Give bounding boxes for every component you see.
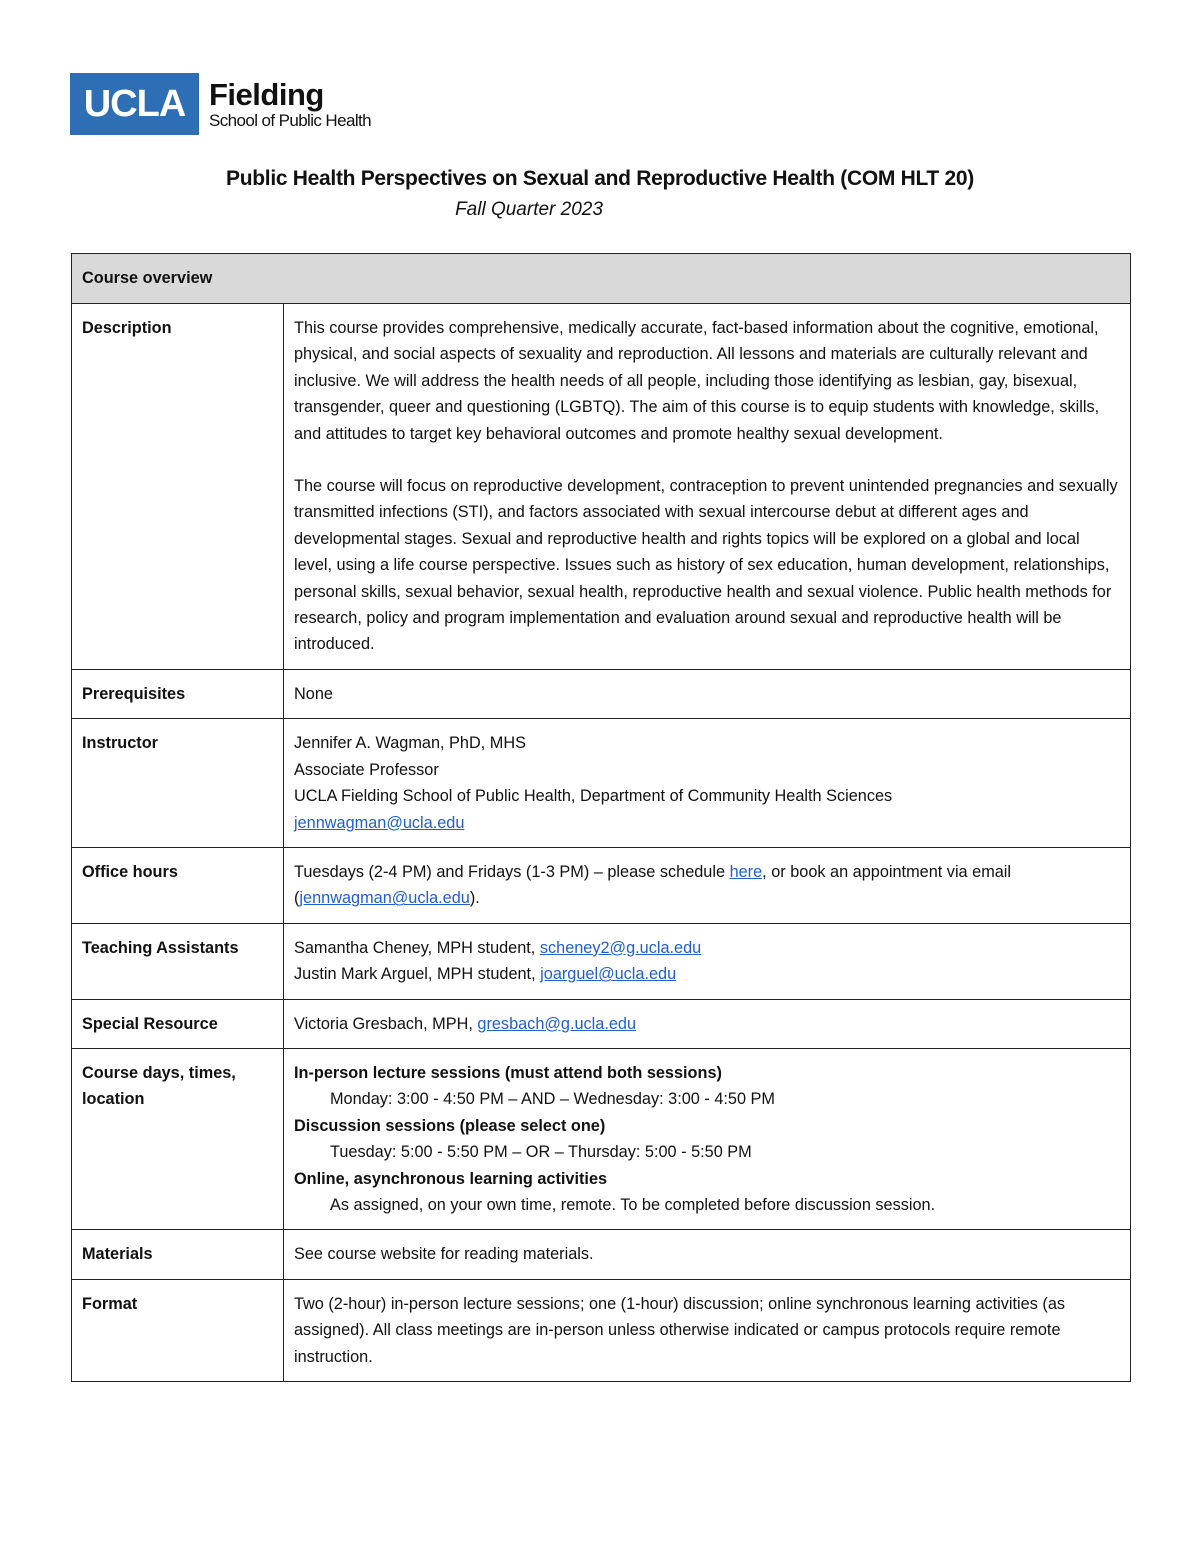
row-prerequisites (72, 669, 1131, 718)
ta1-name: Samantha Cheney, MPH student, (294, 938, 540, 957)
special-name: Victoria Gresbach, MPH, (294, 1014, 478, 1033)
office-hours-text: ). (469, 889, 480, 908)
row-label: Format (72, 1279, 284, 1381)
document-title: Public Health Perspectives on Sexual and Reproductive Health (COM HLT 20) (226, 167, 974, 190)
office-hours-text: , or book an appointment via email ( (294, 862, 1012, 908)
row-label: Special Resource (72, 999, 284, 1048)
schedule-line: Monday: 3:00 - 4:50 PM – AND – Wednesday: 3:00 - 4:50 PM (330, 1090, 775, 1109)
schedule-line: Tuesday: 5:00 - 5:50 PM – OR – Thursday: 5:00 - 5:50 PM (330, 1143, 752, 1162)
prerequisites-value: None (284, 669, 1131, 718)
schedule-line: As assigned, on your own time, remote. To be completed before discussion session. (330, 1195, 936, 1214)
instructor-email-link[interactable]: jennwagman@ucla.edu (294, 813, 465, 832)
row-label: Prerequisites (72, 669, 284, 718)
schedule-here-link[interactable]: here (729, 862, 763, 881)
schedule-heading: In-person lecture sessions (must attend both sessions) (294, 1063, 722, 1082)
special-email-link[interactable]: gresbach@g.ucla.edu (477, 1014, 637, 1033)
logo-fielding: Fielding (209, 77, 324, 112)
schedule-heading: Online, asynchronous learning activities (294, 1169, 608, 1188)
schedule-heading: Discussion sessions (please select one) (294, 1116, 606, 1135)
materials-value: See course website for reading materials. (284, 1230, 1131, 1279)
row-label: Office hours (72, 847, 284, 923)
ucla-fielding-logo (70, 73, 371, 135)
row-special-resource (72, 999, 1131, 1048)
ta2-name: Justin Mark Arguel, MPH student, (294, 965, 541, 984)
row-office-hours (72, 847, 1131, 923)
description-p1: This course provides comprehensive, medically accurate, fact-based information about the cognitive, emotional, physical, and social aspects of sexuality and reproduction. All lessons and materials are culturally relevant and inclusive. We will address the health needs of all people, including those identifying as lesbian, gay, bisexual, transgender, queer and questioning (LGBTQ). The aim of this course is to equip students with knowledge, skills, and attitudes to target key behavioral outcomes and promote healthy sexual development. (294, 319, 1100, 443)
row-label: Teaching Assistants (72, 923, 284, 999)
document-subtitle: Fall Quarter 2023 (455, 199, 603, 220)
row-label: Instructor (72, 719, 284, 848)
row-instructor (72, 719, 1131, 848)
instructor-title: Associate Professor (294, 760, 439, 779)
row-description (72, 304, 1131, 670)
row-materials (72, 1230, 1131, 1279)
row-label: Materials (72, 1230, 284, 1279)
row-schedule (72, 1048, 1131, 1229)
format-value: Two (2-hour) in-person lecture sessions; one (1-hour) discussion; online synchronous learning activities (as assigned). All class meetings are in-person unless otherwise indicated or campus protocols require remote instruction. (284, 1279, 1131, 1381)
ta2-email-link[interactable]: joarguel@ucla.edu (540, 965, 677, 984)
office-email-link[interactable]: jennwagman@ucla.edu (299, 889, 470, 908)
instructor-dept: UCLA Fielding School of Public Health, Department of Community Health Sciences (294, 787, 893, 806)
row-teaching-assistants (72, 923, 1131, 999)
instructor-name: Jennifer A. Wagman, PhD, MHS (294, 734, 526, 753)
office-hours-text: Tuesdays (2-4 PM) and Fridays (1-3 PM) – please schedule (294, 862, 730, 881)
course-overview-table (71, 253, 1131, 1382)
table-header: Course overview (72, 254, 1131, 304)
row-format (72, 1279, 1131, 1381)
ta1-email-link[interactable]: scheney2@g.ucla.edu (539, 938, 702, 957)
row-label: Description (72, 304, 284, 670)
ucla-logo-box: UCLA (70, 73, 199, 135)
description-p2: The course will focus on reproductive development, contraception to prevent unintended pregnancies and sexually transmitted infections (STI), and factors associated with sexual intercourse debut at different ages and developmental stages. Sexual and reproductive health and rights topics will be explored on a global and local level, using a life course perspective. Issues such as history of sex education, human development, relationships, personal skills, sexual behavior, sexual health, reproductive health and sexual violence. Public health methods for research, policy and program implementation and evaluation around sexual and reproductive health will be introduced. (294, 477, 1118, 654)
row-label: Course days, times, location (72, 1048, 284, 1229)
logo-school: School of Public Health (209, 111, 371, 130)
